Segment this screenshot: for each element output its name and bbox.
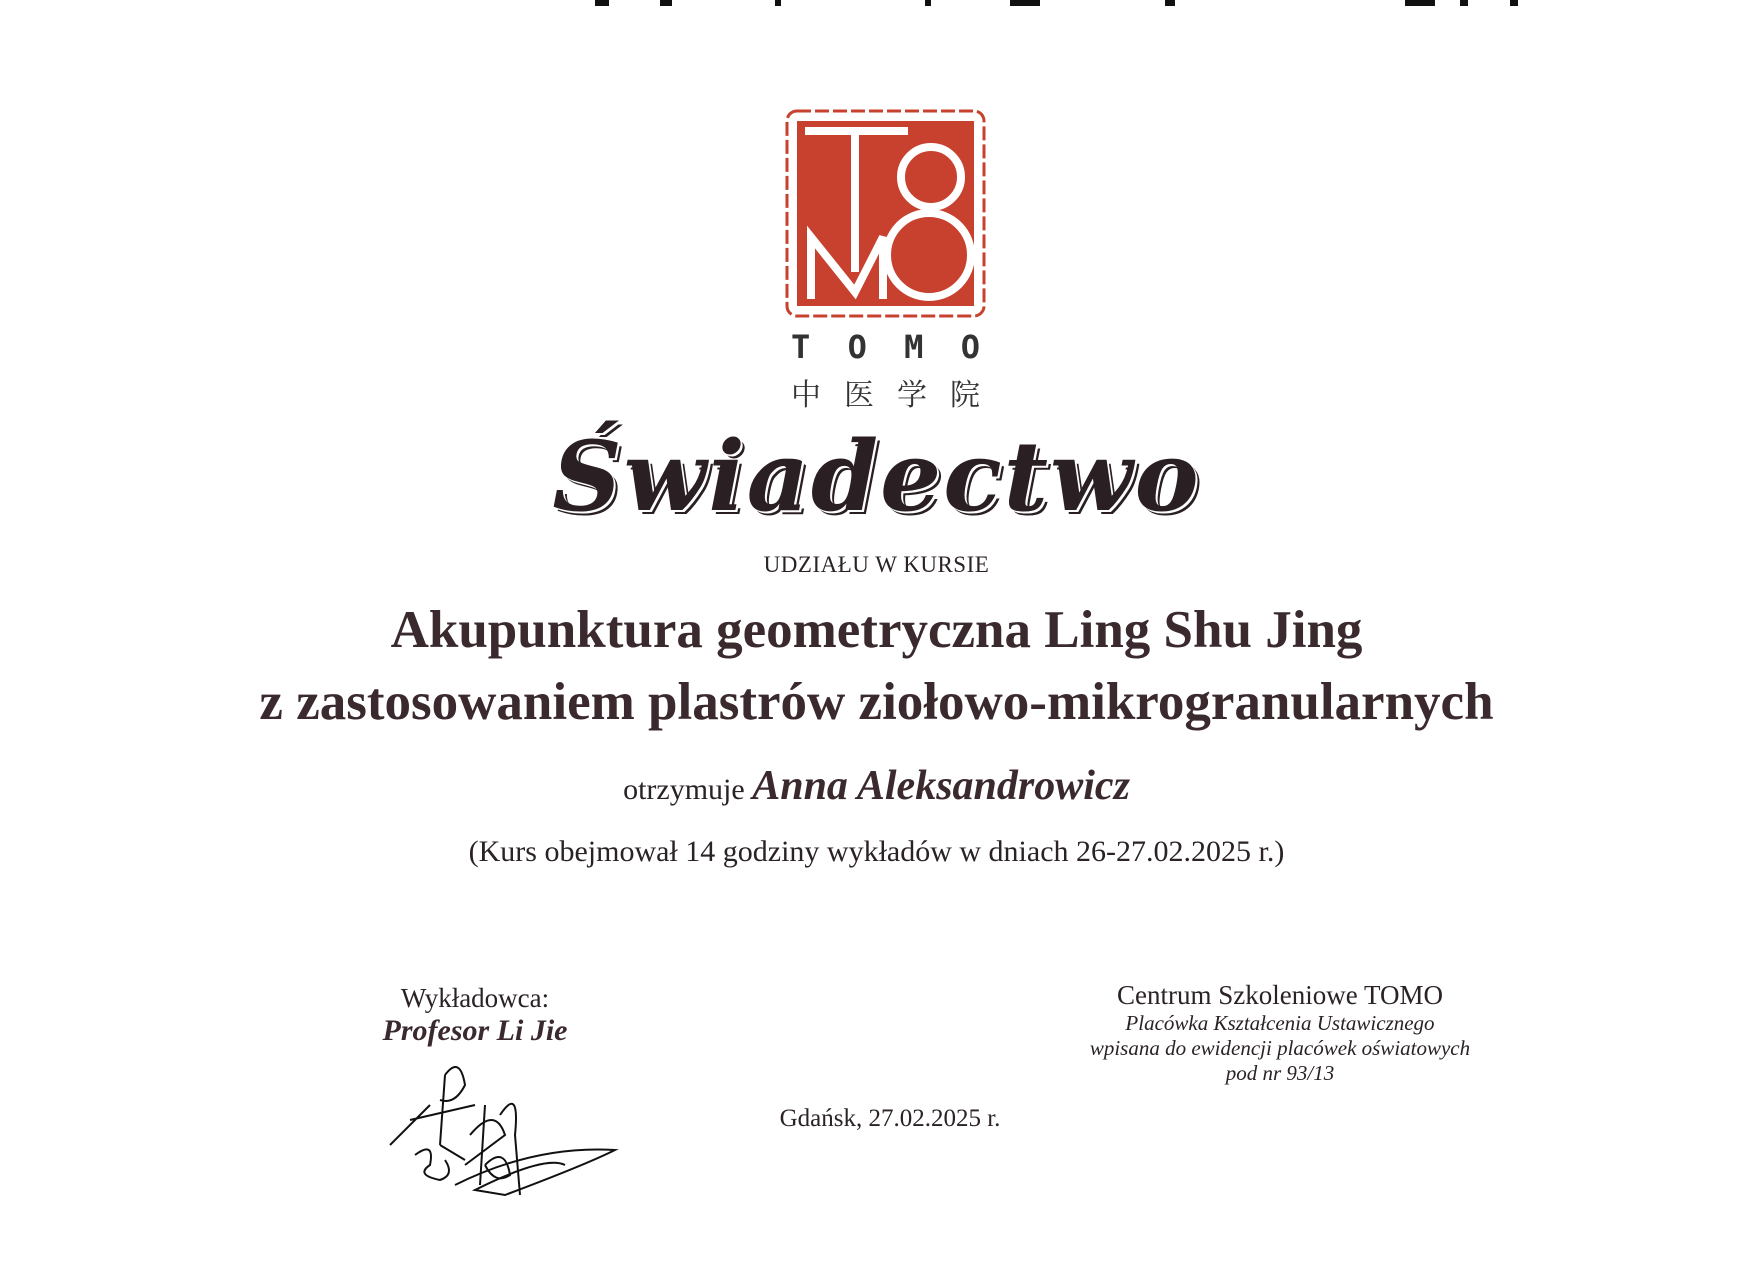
certificate-title: Świadectwo: [552, 420, 1201, 533]
receives-label: otrzymuje: [623, 773, 745, 806]
scan-edge-marks: [580, 0, 1630, 6]
organization-block: [1040, 980, 1520, 1086]
place-date: Gdańsk, 27.02.2025 r.: [779, 1105, 1001, 1132]
recipient-name: Anna Aleksandrowicz: [752, 763, 1130, 809]
tomo-seal-logo: [783, 107, 988, 320]
lecturer-signature: [385, 1045, 625, 1205]
organization-line2: wpisana do ewidencji placówek oświatowych: [1089, 1036, 1471, 1060]
logo-chinese: 中 医 学 院: [791, 378, 980, 413]
certificate-subtitle: UDZIAŁU W KURSIE: [763, 552, 990, 577]
course-title-line1: Akupunktura geometryczna Ling Shu Jing: [390, 601, 1363, 659]
organization-name: Centrum Szkoleniowe TOMO: [1117, 980, 1443, 1010]
lecturer-label: Wykładowca:: [400, 983, 550, 1013]
logo-wordmark: T O M O: [791, 328, 980, 366]
recipient-line: [0, 762, 1753, 810]
course-title-line2: z zastosowaniem plastrów ziołowo-mikrogranularnych: [259, 673, 1494, 731]
lecturer-name: Profesor Li Jie: [382, 1014, 568, 1047]
organization-line3: pod nr 93/13: [1225, 1061, 1335, 1085]
organization-line1: Placówka Kształcenia Ustawicznego: [1125, 1011, 1435, 1035]
course-info: (Kurs obejmował 14 godziny wykładów w dniach 26-27.02.2025 r.): [468, 835, 1285, 868]
lecturer-block: [360, 983, 590, 1048]
